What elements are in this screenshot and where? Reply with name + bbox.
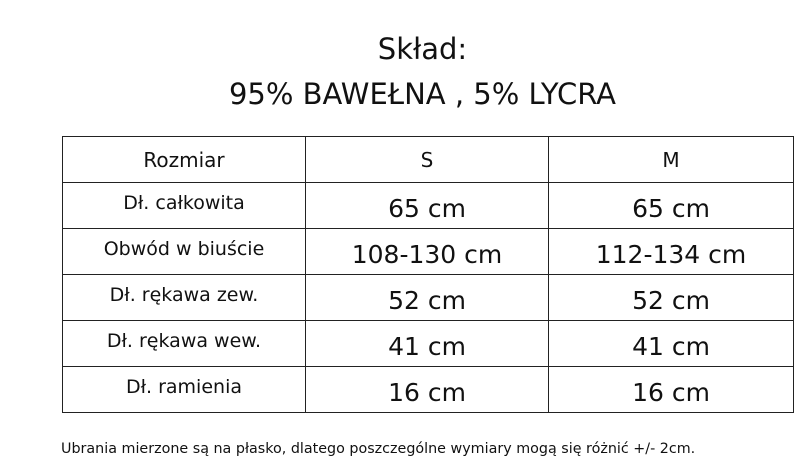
row-label	[63, 367, 306, 413]
composition-value: 95% BAWEŁNA , 5% LYCRA	[228, 77, 617, 111]
value-size-s	[306, 229, 549, 275]
table-row	[63, 229, 794, 275]
value-size-s	[306, 183, 549, 229]
table-row	[63, 183, 794, 229]
row-label	[63, 183, 306, 229]
value-text: 108-130 cm	[351, 240, 503, 269]
row-label-text: Dł. rękawa zew.	[109, 283, 259, 306]
row-label-text: Dł. ramienia	[125, 375, 242, 398]
composition-title: Skład:	[377, 32, 468, 66]
value-size-m	[549, 367, 794, 413]
header-size: Rozmiar	[63, 137, 306, 183]
row-label-text: Dł. rękawa wew.	[106, 329, 262, 352]
value-size-m	[549, 183, 794, 229]
value-text: 52 cm	[632, 286, 710, 315]
row-label	[63, 229, 306, 275]
value-size-m	[549, 321, 794, 367]
table-row	[63, 367, 794, 413]
value-text: 65 cm	[632, 194, 710, 223]
table-row	[63, 275, 794, 321]
value-size-s	[306, 275, 549, 321]
row-label	[63, 275, 306, 321]
size-table	[62, 136, 794, 413]
table-row	[63, 321, 794, 367]
row-label-text: Dł. całkowita	[123, 191, 245, 214]
size-table-header-row	[63, 137, 794, 183]
value-text: 65 cm	[388, 194, 466, 223]
header-size-s: S	[306, 137, 549, 183]
measurement-footnote: Ubrania mierzone są na płasko, dlatego poszczególne wymiary mogą się różnić +/- 2cm.	[61, 441, 696, 457]
value-size-s	[306, 321, 549, 367]
row-label	[63, 321, 306, 367]
value-text: 112-134 cm	[595, 240, 747, 269]
value-size-m	[549, 275, 794, 321]
value-text: 41 cm	[388, 332, 466, 361]
value-size-m	[549, 229, 794, 275]
value-text: 16 cm	[388, 378, 466, 407]
header-size-m: M	[549, 137, 794, 183]
row-label-text: Obwód w biuście	[103, 237, 265, 260]
value-text: 41 cm	[632, 332, 710, 361]
value-text: 16 cm	[632, 378, 710, 407]
value-text: 52 cm	[388, 286, 466, 315]
value-size-s	[306, 367, 549, 413]
